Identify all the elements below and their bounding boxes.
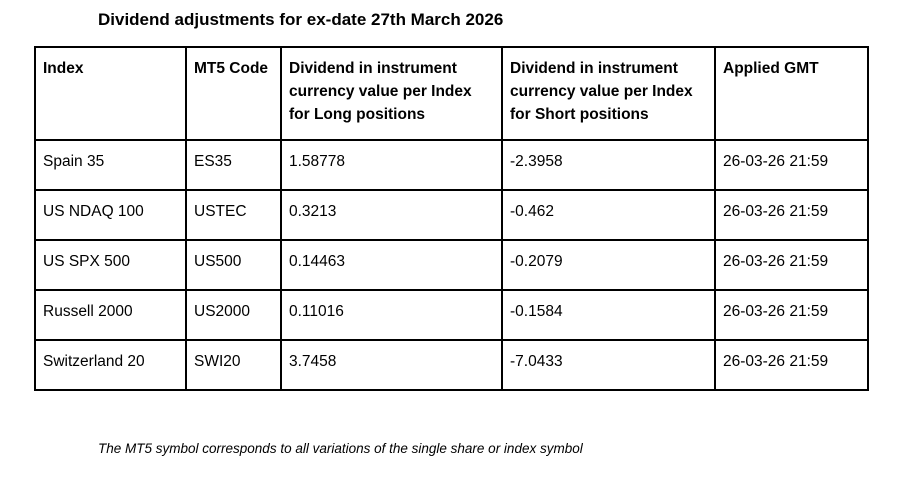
header-index: Index [35,47,186,140]
cell-mt5-code: ES35 [186,140,281,190]
table-row [35,340,868,390]
cell-dividend-long: 1.58778 [281,140,502,190]
cell-index: Switzerland 20 [35,340,186,390]
cell-applied-gmt: 26-03-26 21:59 [715,340,868,390]
dividend-table [34,46,869,391]
cell-dividend-long: 0.3213 [281,190,502,240]
cell-mt5-code: US2000 [186,290,281,340]
cell-dividend-short: -0.1584 [502,290,715,340]
header-dividend-long: Dividend in instrument currency value per Index for Long positions [281,47,502,140]
cell-applied-gmt: 26-03-26 21:59 [715,190,868,240]
page-title: Dividend adjustments for ex-date 27th March 2026 [98,10,504,29]
cell-index: US NDAQ 100 [35,190,186,240]
cell-mt5-code: USTEC [186,190,281,240]
table-row [35,240,868,290]
cell-mt5-code: SWI20 [186,340,281,390]
cell-mt5-code: US500 [186,240,281,290]
cell-dividend-short: -0.462 [502,190,715,240]
cell-index: Spain 35 [35,140,186,190]
cell-dividend-long: 3.7458 [281,340,502,390]
header-mt5-code: MT5 Code [186,47,281,140]
cell-applied-gmt: 26-03-26 21:59 [715,290,868,340]
cell-applied-gmt: 26-03-26 21:59 [715,240,868,290]
cell-dividend-short: -7.0433 [502,340,715,390]
table-row [35,140,868,190]
footnote: The MT5 symbol corresponds to all variations of the single share or index symbol [98,441,583,456]
table-row [35,190,868,240]
cell-applied-gmt: 26-03-26 21:59 [715,140,868,190]
table-row [35,290,868,340]
cell-index: Russell 2000 [35,290,186,340]
header-dividend-short: Dividend in instrument currency value per Index for Short positions [502,47,715,140]
cell-index: US SPX 500 [35,240,186,290]
table-header-row [35,47,868,140]
cell-dividend-short: -2.3958 [502,140,715,190]
cell-dividend-short: -0.2079 [502,240,715,290]
header-applied-gmt: Applied GMT [715,47,868,140]
cell-dividend-long: 0.14463 [281,240,502,290]
cell-dividend-long: 0.11016 [281,290,502,340]
